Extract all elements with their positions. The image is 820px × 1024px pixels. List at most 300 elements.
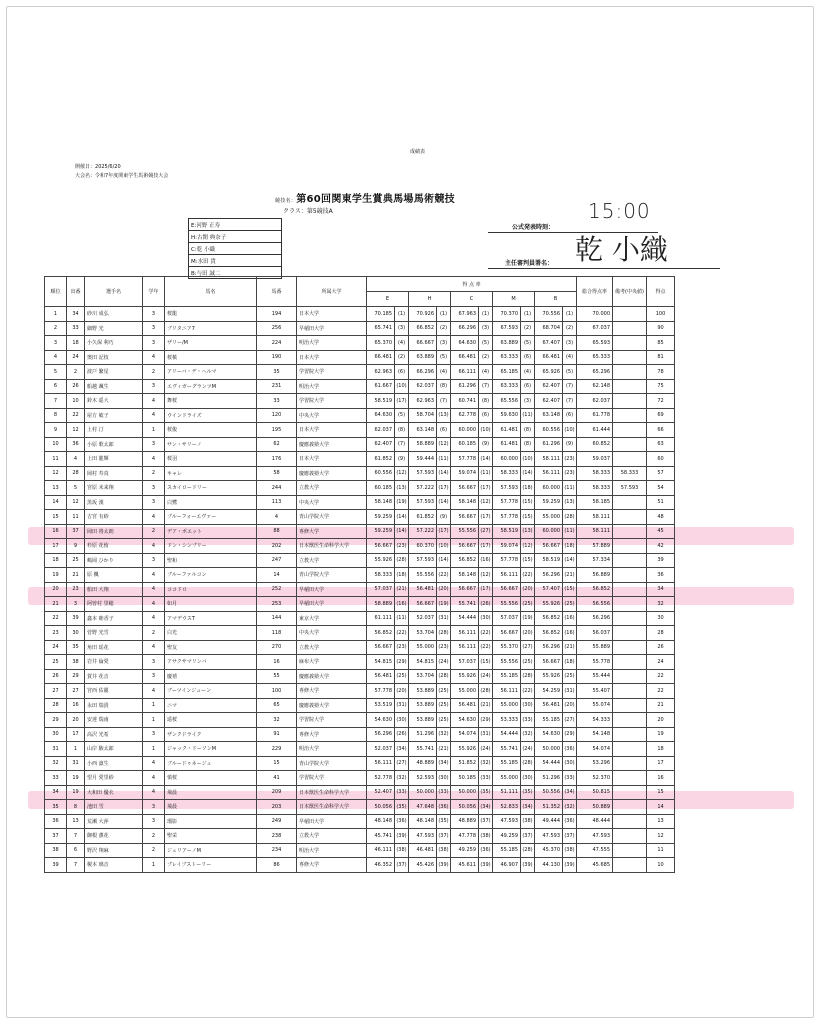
table-cell: 9	[67, 539, 85, 554]
table-cell: (5)	[563, 365, 577, 380]
table-cell: (31)	[395, 698, 409, 713]
table-cell: 56.667	[409, 597, 437, 612]
table-cell: 57.037	[451, 655, 479, 670]
table-cell: 13	[647, 814, 675, 829]
table-cell: (32)	[479, 756, 493, 771]
table-cell: (16)	[479, 553, 493, 568]
table-row	[45, 452, 675, 467]
table-cell: 57.334	[577, 553, 613, 568]
table-cell	[613, 698, 647, 713]
table-cell: 39	[67, 611, 85, 626]
table-cell: (17)	[437, 481, 451, 496]
table-cell	[613, 394, 647, 409]
judge-e: E:河野 正寿	[189, 219, 282, 231]
table-cell: (29)	[479, 713, 493, 728]
table-cell: (28)	[437, 669, 451, 684]
table-cell: 日本大学	[297, 452, 367, 467]
table-cell: 4	[143, 640, 165, 655]
table-cell: 3	[45, 336, 67, 351]
table-cell: サン・サリーノ	[165, 437, 257, 452]
table-cell: 中央大学	[297, 495, 367, 510]
table-cell: (7)	[563, 379, 577, 394]
table-cell: 100	[257, 684, 297, 699]
table-cell: 日本大学	[297, 307, 367, 322]
table-cell: 山岸 駿太郎	[85, 742, 143, 757]
table-cell: 55.926	[451, 669, 479, 684]
table-cell: 56.111	[493, 684, 521, 699]
table-cell: 67.037	[577, 321, 613, 336]
table-cell: 54	[647, 481, 675, 496]
table-cell: (36)	[437, 800, 451, 815]
table-cell: 54.074	[451, 727, 479, 742]
table-cell: 56.111	[535, 466, 563, 481]
table-cell: (14)	[395, 510, 409, 525]
table-cell: 4	[45, 350, 67, 365]
table-cell: 66.296	[409, 365, 437, 380]
table-cell	[613, 495, 647, 510]
col-horse: 馬名	[165, 277, 257, 307]
table-row	[45, 336, 675, 351]
table-cell: 58.704	[409, 408, 437, 423]
table-cell: (19)	[521, 611, 535, 626]
table-cell: 56.667	[367, 640, 395, 655]
table-cell: 49.444	[535, 814, 563, 829]
table-cell: (33)	[563, 771, 577, 786]
table-cell: (8)	[395, 423, 409, 438]
table-cell: 19	[45, 568, 67, 583]
table-cell: 256	[257, 321, 297, 336]
table-cell: 62.407	[535, 394, 563, 409]
table-cell: 19	[647, 727, 675, 742]
table-cell: 日本大学	[297, 350, 367, 365]
table-cell: (16)	[563, 611, 577, 626]
table-cell: 70.185	[367, 307, 395, 322]
table-cell: (31)	[479, 727, 493, 742]
table-cell: 56.852	[535, 611, 563, 626]
table-cell: 31	[45, 742, 67, 757]
judge-c: C:乾 小織	[189, 243, 282, 255]
table-cell: 52.833	[493, 800, 521, 815]
table-cell: 50.000	[451, 785, 479, 800]
table-cell: (5)	[437, 350, 451, 365]
table-cell: (29)	[395, 655, 409, 670]
table-cell: 3	[143, 481, 165, 496]
table-cell: (37)	[437, 829, 451, 844]
table-cell: 203	[257, 800, 297, 815]
table-cell: 55.778	[577, 655, 613, 670]
chief-judge-signature: 乾 小織	[575, 233, 668, 266]
table-cell	[613, 408, 647, 423]
table-cell: 75	[647, 379, 675, 394]
table-cell: 67.593	[493, 321, 521, 336]
table-cell: 15	[647, 785, 675, 800]
table-cell: 55.370	[493, 640, 521, 655]
table-cell	[613, 452, 647, 467]
table-cell: 33	[45, 771, 67, 786]
table-cell: 65.556	[493, 394, 521, 409]
table-cell: (3)	[563, 336, 577, 351]
table-cell: 202	[257, 539, 297, 554]
table-cell: 60.000	[451, 423, 479, 438]
table-cell: (13)	[437, 408, 451, 423]
table-cell: (25)	[437, 698, 451, 713]
table-cell: 飛晨	[165, 800, 257, 815]
table-cell: 61.481	[493, 423, 521, 438]
table-cell: 1	[143, 742, 165, 757]
table-cell: 12	[67, 495, 85, 510]
table-cell: (24)	[479, 742, 493, 757]
table-cell: 55.074	[577, 698, 613, 713]
table-cell: 慎桜	[165, 771, 257, 786]
table-cell: 57.037	[493, 611, 521, 626]
table-cell: 57.778	[451, 452, 479, 467]
table-cell: (30)	[521, 698, 535, 713]
table-cell: 11	[647, 843, 675, 858]
table-cell: 39	[647, 553, 675, 568]
table-cell: 嶋岡 ひかり	[85, 553, 143, 568]
table-cell: 15	[45, 510, 67, 525]
table-cell: (30)	[437, 771, 451, 786]
table-cell: (25)	[521, 597, 535, 612]
table-cell: 3	[143, 307, 165, 322]
meet-name: 大会名：令和7年度関東学生馬術競技大会	[75, 173, 169, 179]
table-cell: 4	[143, 684, 165, 699]
table-cell: 22	[67, 408, 85, 423]
table-cell: (14)	[563, 553, 577, 568]
table-cell: 19	[67, 785, 85, 800]
table-cell: (19)	[395, 495, 409, 510]
table-cell: (13)	[563, 495, 577, 510]
table-cell: (33)	[437, 785, 451, 800]
col-rider: 選手名	[85, 277, 143, 307]
table-cell: 56.852	[577, 582, 613, 597]
table-row	[45, 568, 675, 583]
table-cell: 48.444	[577, 814, 613, 829]
table-row	[45, 771, 675, 786]
table-cell: 2	[143, 466, 165, 481]
table-cell: 57.778	[493, 495, 521, 510]
table-cell: (13)	[395, 481, 409, 496]
table-cell: 65.370	[367, 336, 395, 351]
table-cell: 54.815	[409, 655, 437, 670]
table-cell: 瑠影	[165, 814, 257, 829]
col-judge-h: H	[409, 292, 451, 307]
table-cell: 6	[67, 843, 85, 858]
table-cell: (10)	[395, 379, 409, 394]
table-cell: 22	[647, 669, 675, 684]
table-cell: 学習院大学	[297, 713, 367, 728]
table-cell: 50.000	[409, 785, 437, 800]
table-cell: 聖栄	[165, 829, 257, 844]
table-cell: 53.704	[409, 669, 437, 684]
table-cell: 66.111	[451, 365, 479, 380]
table-cell: 2	[45, 321, 67, 336]
table-cell: 学習院大学	[297, 365, 367, 380]
table-cell: (6)	[437, 423, 451, 438]
table-cell: (24)	[479, 669, 493, 684]
table-cell: 56.296	[577, 611, 613, 626]
table-cell: (32)	[437, 727, 451, 742]
table-cell: 56.667	[451, 510, 479, 525]
table-cell: 吉宮 有紗	[85, 510, 143, 525]
col-tiebreak: 備考(中央値)	[613, 277, 647, 307]
table-cell: 船越 颯生	[85, 379, 143, 394]
table-cell: 細野 光	[85, 321, 143, 336]
table-cell: (37)	[479, 814, 493, 829]
table-cell: (18)	[563, 655, 577, 670]
table-cell: 御根 薫花	[85, 829, 143, 844]
table-cell: (26)	[395, 727, 409, 742]
table-cell: 18	[67, 336, 85, 351]
table-cell: 50.056	[367, 800, 395, 815]
table-cell: 4	[143, 408, 165, 423]
table-cell: 24	[67, 350, 85, 365]
table-cell: 58.333	[577, 481, 613, 496]
table-cell: (34)	[479, 800, 493, 815]
table-cell: 3	[143, 437, 165, 452]
results-body	[45, 307, 675, 873]
table-cell: 56.667	[451, 481, 479, 496]
table-cell: 2	[143, 626, 165, 641]
table-cell: (22)	[437, 568, 451, 583]
table-cell: 55.000	[493, 698, 521, 713]
col-total: 総合得点率	[577, 277, 613, 307]
table-cell	[613, 669, 647, 684]
table-cell: 34	[67, 307, 85, 322]
table-cell: 12	[647, 829, 675, 844]
table-cell: 17	[647, 756, 675, 771]
table-cell: 51.296	[535, 771, 563, 786]
table-cell: 247	[257, 553, 297, 568]
table-cell: 12	[67, 423, 85, 438]
table-cell: 55.556	[493, 655, 521, 670]
table-cell: 48	[647, 510, 675, 525]
table-cell: 11	[67, 510, 85, 525]
table-row	[45, 350, 675, 365]
table-cell: (6)	[395, 365, 409, 380]
table-cell: 55.000	[493, 771, 521, 786]
table-cell: (9)	[563, 437, 577, 452]
table-cell: 4	[143, 452, 165, 467]
table-cell: (12)	[521, 539, 535, 554]
table-cell: 2	[143, 843, 165, 858]
table-cell: (36)	[479, 843, 493, 858]
table-cell: 59.074	[451, 466, 479, 481]
table-cell: 66.481	[535, 350, 563, 365]
table-cell: 小久保 利巧	[85, 336, 143, 351]
table-cell: 6	[45, 379, 67, 394]
table-row	[45, 510, 675, 525]
table-cell: (37)	[395, 858, 409, 873]
event-title: 競技名：第60回関東学生賞典馬場馬術競技	[275, 194, 455, 205]
table-cell: 聖友	[165, 640, 257, 655]
table-cell: 1	[45, 307, 67, 322]
table-cell: 桜羽	[165, 452, 257, 467]
table-cell: 24	[45, 640, 67, 655]
table-cell: (30)	[479, 611, 493, 626]
table-cell: 65.333	[577, 350, 613, 365]
table-cell: 56.852	[535, 626, 563, 641]
table-cell: 36	[647, 568, 675, 583]
table-cell: 岡田 将太朗	[85, 524, 143, 539]
table-cell: (37)	[563, 829, 577, 844]
table-cell: (34)	[437, 756, 451, 771]
table-cell: (16)	[395, 597, 409, 612]
table-cell: 58	[257, 466, 297, 481]
table-cell: (4)	[479, 365, 493, 380]
table-cell: 砂川 成弘	[85, 307, 143, 322]
table-cell: 57.037	[367, 582, 395, 597]
table-cell: 慶應義塾大学	[297, 466, 367, 481]
table-row	[45, 800, 675, 815]
table-cell: 48.889	[451, 814, 479, 829]
table-cell: 14	[257, 568, 297, 583]
table-cell: 早稲田大学	[297, 814, 367, 829]
table-cell: 29	[67, 669, 85, 684]
table-cell: 専修大学	[297, 727, 367, 742]
table-cell: 63.889	[409, 350, 437, 365]
table-row	[45, 553, 675, 568]
table-cell: 青山学院大学	[297, 568, 367, 583]
table-cell: 47.648	[409, 800, 437, 815]
table-cell: 53.296	[577, 756, 613, 771]
table-cell: 青山学院大学	[297, 510, 367, 525]
table-cell	[613, 713, 647, 728]
table-cell: 50.000	[535, 742, 563, 757]
table-cell: (34)	[563, 785, 577, 800]
table-cell: (30)	[395, 713, 409, 728]
table-row	[45, 408, 675, 423]
table-cell: 68.704	[535, 321, 563, 336]
table-cell: (14)	[521, 466, 535, 481]
table-cell: 53.704	[409, 626, 437, 641]
table-cell: 8	[45, 408, 67, 423]
class-name: クラス：第5競技A	[283, 208, 333, 215]
table-cell: 55.926	[367, 553, 395, 568]
table-cell: (36)	[563, 814, 577, 829]
table-cell	[613, 539, 647, 554]
table-cell: (36)	[563, 742, 577, 757]
table-cell: 61.296	[451, 379, 479, 394]
table-cell: 194	[257, 307, 297, 322]
table-cell: 23	[67, 582, 85, 597]
table-cell: 2	[67, 365, 85, 380]
table-cell: 47.555	[577, 843, 613, 858]
judges-table	[188, 218, 282, 279]
table-cell: 55.926	[451, 742, 479, 757]
table-cell: 57.593	[493, 481, 521, 496]
table-cell: 12	[45, 466, 67, 481]
table-cell: 51.296	[409, 727, 437, 742]
table-row	[45, 307, 675, 322]
table-cell: (17)	[479, 510, 493, 525]
table-cell: 58.111	[535, 452, 563, 467]
table-cell: 62.407	[535, 379, 563, 394]
table-cell: 48.148	[367, 814, 395, 829]
table-cell: 70.926	[409, 307, 437, 322]
table-cell: (11)	[563, 481, 577, 496]
table-cell: 229	[257, 742, 297, 757]
table-cell: 62.037	[367, 423, 395, 438]
table-cell: 56.667	[535, 539, 563, 554]
table-cell: (5)	[479, 336, 493, 351]
table-cell: 70.000	[577, 307, 613, 322]
table-row	[45, 379, 675, 394]
table-cell: 専修大学	[297, 858, 367, 873]
table-cell: 47.593	[409, 829, 437, 844]
table-cell: 62.778	[451, 408, 479, 423]
table-cell: 63.333	[493, 379, 521, 394]
table-cell: 39	[45, 858, 67, 873]
table-cell	[613, 829, 647, 844]
table-cell: 白鷺	[165, 495, 257, 510]
table-cell: 17	[67, 727, 85, 742]
table-cell: 53.889	[409, 698, 437, 713]
table-cell: (15)	[521, 553, 535, 568]
table-cell: 4	[257, 510, 297, 525]
table-cell: (4)	[563, 350, 577, 365]
table-row	[45, 713, 675, 728]
table-cell: (38)	[395, 843, 409, 858]
table-cell: 54.148	[577, 727, 613, 742]
table-cell: (35)	[437, 814, 451, 829]
table-cell: 30	[45, 727, 67, 742]
table-cell: 35	[257, 365, 297, 380]
table-cell: 3	[143, 336, 165, 351]
table-cell: 38	[45, 843, 67, 858]
table-cell: 32	[257, 713, 297, 728]
table-cell: 253	[257, 597, 297, 612]
table-cell: 58.333	[613, 466, 647, 481]
table-cell: 62.037	[409, 379, 437, 394]
table-cell: 4	[143, 568, 165, 583]
table-cell: (18)	[395, 568, 409, 583]
table-cell: 1	[67, 742, 85, 757]
table-row	[45, 539, 675, 554]
table-cell: 81	[647, 350, 675, 365]
table-cell: 62.148	[577, 379, 613, 394]
table-cell: 60.000	[493, 452, 521, 467]
table-cell: (31)	[437, 611, 451, 626]
table-cell	[613, 800, 647, 815]
table-cell: (17)	[395, 394, 409, 409]
table-cell: 29	[45, 713, 67, 728]
table-cell: ニマ	[165, 698, 257, 713]
table-cell: 51.852	[451, 756, 479, 771]
table-cell: 61.296	[535, 437, 563, 452]
table-cell: 20	[647, 713, 675, 728]
table-cell: 56.111	[451, 626, 479, 641]
table-cell: 慶應義塾大学	[297, 669, 367, 684]
table-cell: 4	[143, 539, 165, 554]
table-cell: (25)	[395, 669, 409, 684]
table-cell: (28)	[479, 684, 493, 699]
table-cell: 22	[647, 684, 675, 699]
table-row	[45, 684, 675, 699]
table-cell: (25)	[437, 684, 451, 699]
table-cell	[613, 611, 647, 626]
table-cell: 52.370	[577, 771, 613, 786]
table-cell: (4)	[395, 336, 409, 351]
table-cell: (29)	[563, 727, 577, 742]
table-cell	[613, 771, 647, 786]
table-cell: (36)	[395, 814, 409, 829]
table-cell: (1)	[479, 307, 493, 322]
table-row	[45, 785, 675, 800]
table-cell	[613, 350, 647, 365]
table-cell: エヴィガーグランツM	[165, 379, 257, 394]
table-cell: (31)	[563, 684, 577, 699]
